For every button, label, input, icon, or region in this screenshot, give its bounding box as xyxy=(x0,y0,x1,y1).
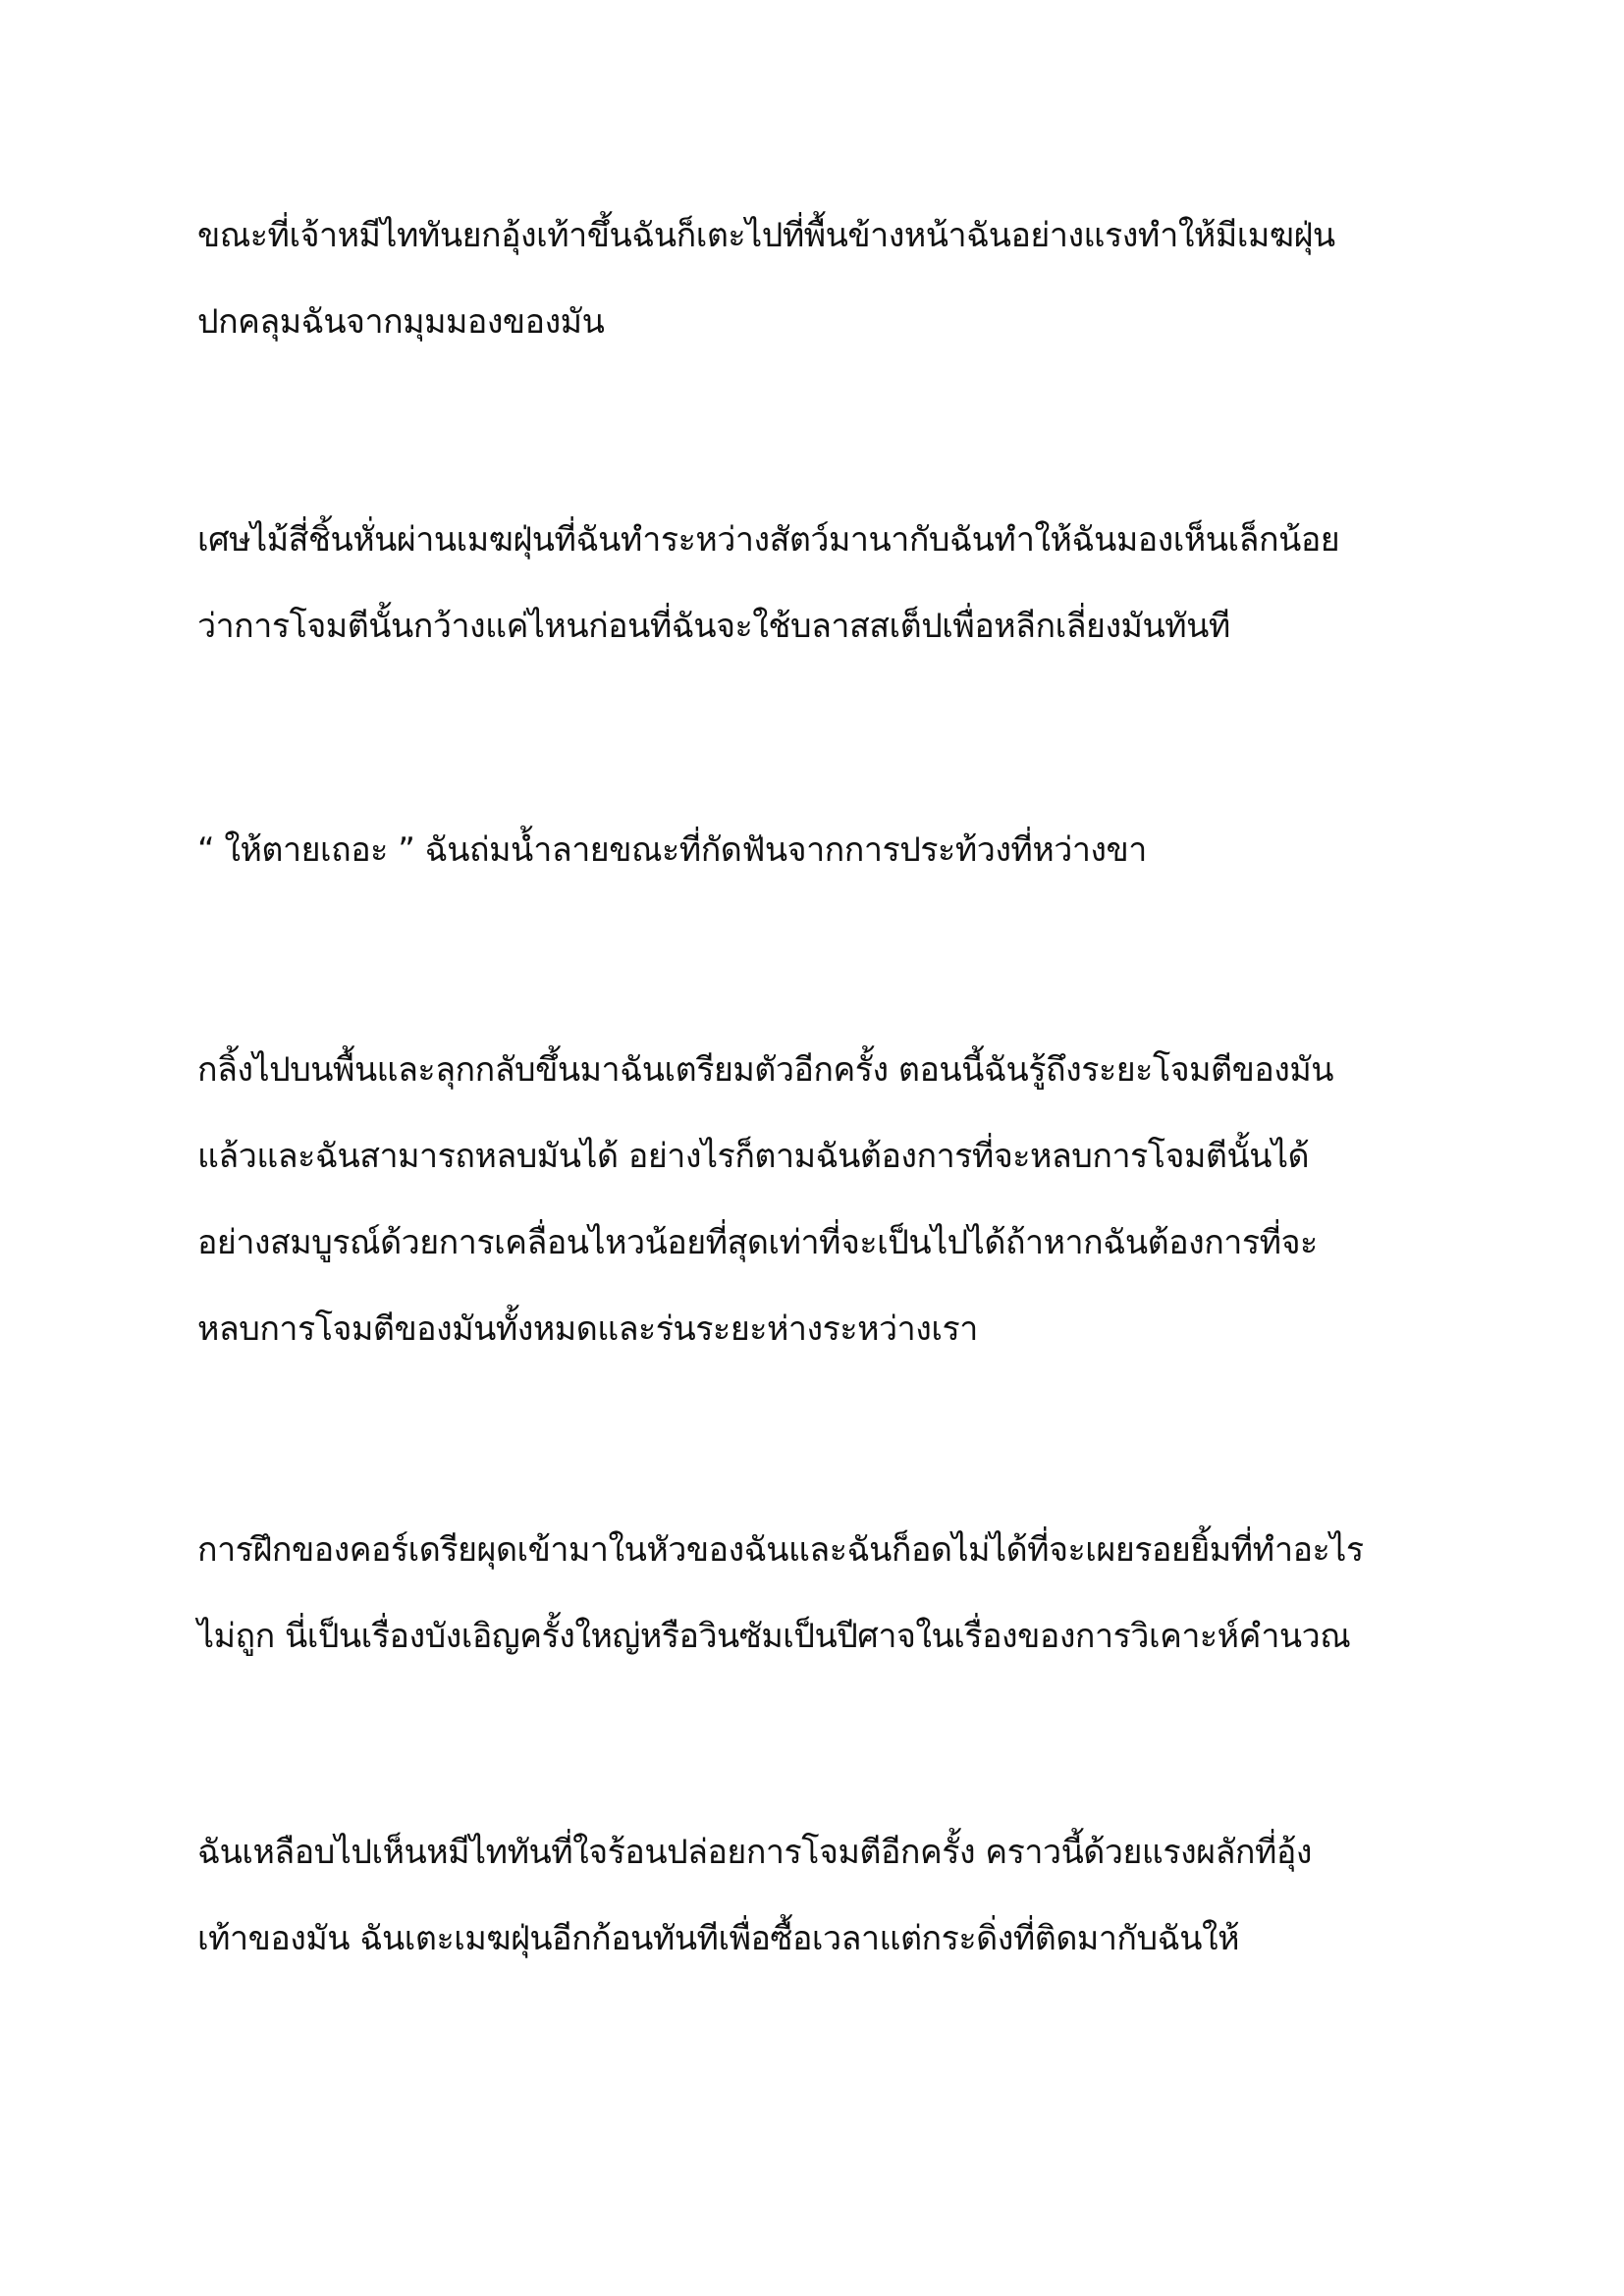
paragraph-line: กลิ้งไปบนพื้นและลุกกลับขึ้นมาฉันเตรียมตัวอีกครั้ง ตอนนี้ฉันรู้ถึงระยะโจมตีของมัน xyxy=(197,1050,1334,1090)
paragraph-line: ขณะที่เจ้าหมีไททันยกอุ้งเท้าขึ้นฉันก็เตะไปที่พื้นข้างหน้าฉันอย่างแรงทำให้มีเมฆฝุ่น xyxy=(197,216,1335,255)
paragraph-line: ปกคลุมฉันจากมุมมองของมัน xyxy=(197,302,605,342)
paragraph-line: ว่าการโจมตีนั้นกว้างแค่ไหนก่อนที่ฉันจะใช้บลาสสเต็ปเพื่อหลีกเลี่ยงมันทันที xyxy=(197,607,1230,646)
paragraph-line: อย่างสมบูรณ์ด้วยการเคลื่อนไหวน้อยที่สุดเท่าที่จะเป็นไปได้ถ้าหากฉันต้องการที่จะ xyxy=(197,1223,1318,1262)
paragraph-4 xyxy=(197,1027,1464,1372)
paragraph-3 xyxy=(197,807,1464,893)
paragraph-line: ฉันเหลือบไปเห็นหมีไททันที่ใจร้อนปล่อยการโจมตีอีกครั้ง คราวนี้ด้วยแรงผลักที่อุ้ง xyxy=(197,1833,1312,1872)
paragraph-line: เท้าของมัน ฉันเตะเมฆฝุ่นอีกก้อนทันทีเพื่อซื้อเวลาแต่กระดิ่งที่ติดมากับฉันให้ xyxy=(197,1919,1239,1958)
paragraph-5 xyxy=(197,1507,1464,1680)
paragraph-line: การฝึกของคอร์เดรียผุดเข้ามาในหัวของฉันและฉันก็อดไม่ได้ที่จะเผยรอยยิ้มที่ทำอะไร xyxy=(197,1530,1364,1570)
paragraph-line: เศษไม้สี่ชิ้นหั่นผ่านเมฆฝุ่นที่ฉันทำระหว่างสัตว์มานากับฉันทำให้ฉันมองเห็นเล็กน้อย xyxy=(197,520,1340,560)
paragraph-line: แล้วและฉันสามารถหลบมันได้ อย่างไรก็ตามฉันต้องการที่จะหลบการโจมตีนั้นได้ xyxy=(197,1137,1310,1176)
paragraph-2 xyxy=(197,497,1464,669)
paragraph-line: ไม่ถูก นี่เป็นเรื่องบังเอิญครั้งใหญ่หรือวินซัมเป็นปีศาจในเรื่องของการวิเคาะห์คำนวณ xyxy=(197,1617,1351,1656)
paragraph-6 xyxy=(197,1809,1464,1982)
paragraph-line: หลบการโจมตีของมันทั้งหมดและร่นระยะห่างระหว่างเรา xyxy=(197,1309,978,1349)
paragraph-line: “ ให้ตายเถอะ ” ฉันถ่มน้ำลายขณะที่กัดฟันจากการประท้วงที่หว่างขา xyxy=(197,830,1147,870)
paragraph-1 xyxy=(197,192,1464,365)
